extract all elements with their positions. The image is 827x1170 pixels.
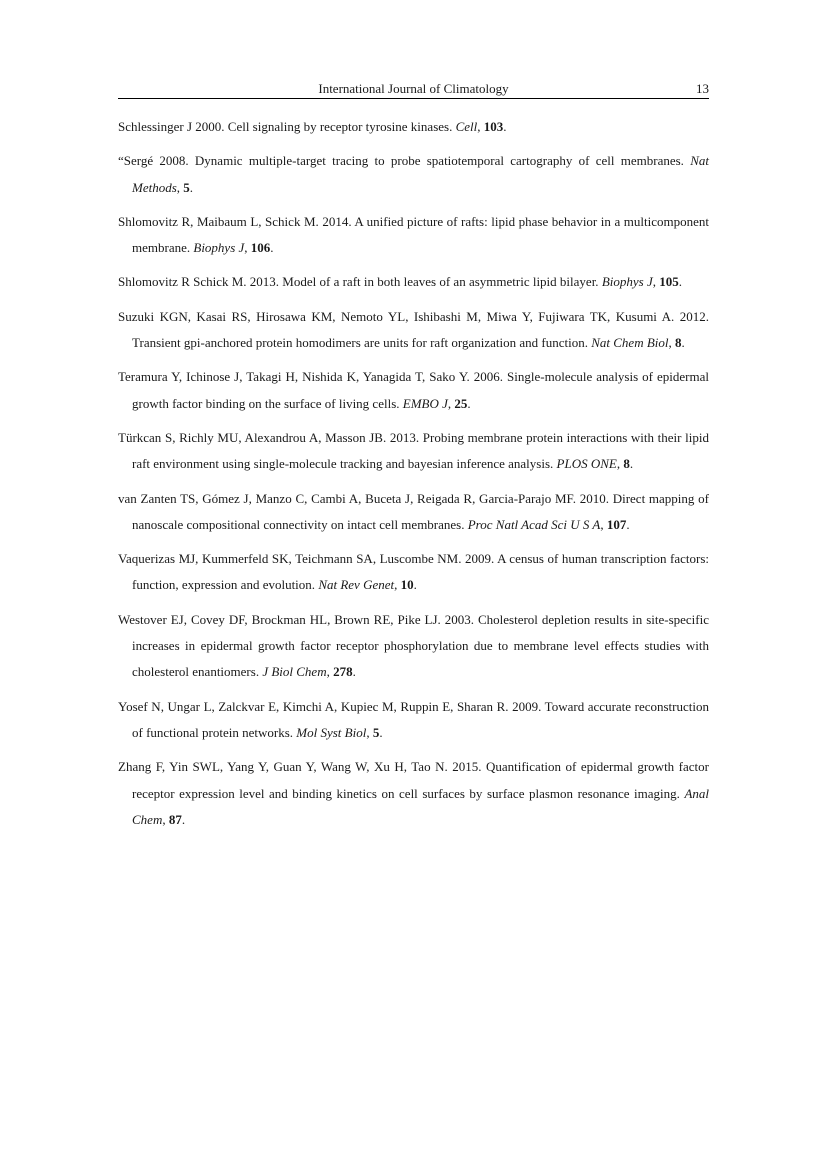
reference-volume: 107 [606, 516, 627, 532]
reference-volume: 8 [675, 335, 682, 351]
reference-item: “Sergé 2008. Dynamic multiple-target tracing to probe spatiotemporal cartography of cell membranes. Nat Methods, 5. [118, 153, 709, 195]
reference-journal: EMBO J [402, 395, 448, 411]
reference-volume: 103 [483, 119, 504, 134]
reference-text: Schlessinger J 2000. Cell signaling by receptor tyrosine kinases. [118, 119, 456, 134]
reference-volume: 10 [400, 577, 414, 593]
reference-volume: 5 [183, 179, 190, 195]
reference-item: Türkcan S, Richly MU, Alexandrou A, Masson JB. 2013. Probing membrane protein interactions with their lipid raft environment using single-molecule tracking and bayesian inference analysis. PLOS ONE, 8. [118, 429, 709, 472]
reference-volume: 8 [623, 456, 630, 472]
reference-text: Vaquerizas MJ, Kummerfeld SK, Teichmann SA, Luscombe NM. 2009. A census of human transcription factors: function, expression and evolution. [118, 551, 709, 593]
reference-item: van Zanten TS, Gómez J, Manzo C, Cambi A, Buceta J, Reigada R, Garcia-Parajo MF. 2010. Direct mapping of nanoscale compositional connectivity on intact cell membranes. Proc Natl Acad Sci U S A, 107. [118, 490, 709, 532]
reference-volume: 87 [168, 811, 182, 827]
reference-item: Yosef N, Ungar L, Zalckvar E, Kimchi A, Kupiec M, Ruppin E, Sharan R. 2009. Toward accurate reconstruction of functional protein networks. Mol Syst Biol, 5. [118, 698, 709, 740]
reference-text: Yosef N, Ungar L, Zalckvar E, Kimchi A, Kupiec M, Ruppin E, Sharan R. 2009. Toward accurate reconstruction of functional protein networks. [118, 698, 709, 740]
reference-journal: Proc Natl Acad Sci U S A [467, 516, 601, 532]
reference-journal: Biophys J [193, 240, 245, 256]
reference-journal: Anal Chem [132, 785, 709, 827]
reference-item: Shlomovitz R Schick M. 2013. Model of a raft in both leaves of an asymmetric lipid bilayer. Biophys J, 105. [118, 274, 682, 290]
reference-text: Zhang F, Yin SWL, Yang Y, Guan Y, Wang W, Xu H, Tao N. 2015. Quantification of epidermal growth factor receptor expression level and binding kinetics on cell surfaces by surface plasmon resonance imaging. [118, 759, 709, 801]
reference-journal: Nat Methods [132, 153, 709, 195]
reference-item: Vaquerizas MJ, Kummerfeld SK, Teichmann SA, Luscombe NM. 2009. A census of human transcription factors: function, expression and evolution. Nat Rev Genet, 10. [118, 551, 709, 593]
reference-text: Westover EJ, Covey DF, Brockman HL, Brown RE, Pike LJ. 2003. Cholesterol depletion results in site-specific increases in epidermal growth factor receptor phosphorylation due to membrane level effects studies with cholesterol enantiomers. [118, 611, 709, 680]
reference-item: Zhang F, Yin SWL, Yang Y, Guan Y, Wang W, Xu H, Tao N. 2015. Quantification of epidermal growth factor receptor expression level and binding kinetics on cell surfaces by surface plasmon resonance imaging. Anal Chem, 87. [118, 759, 709, 827]
reference-text: Shlomovitz R, Maibaum L, Schick M. 2014. A unified picture of rafts: lipid phase behavior in a multicomponent membrane. [118, 213, 709, 256]
reference-text: Teramura Y, Ichinose J, Takagi H, Nishida K, Yanagida T, Sako Y. 2006. Single-molecule analysis of epidermal growth factor binding on the surface of living cells. [118, 369, 709, 411]
reference-journal: Nat Rev Genet [318, 577, 395, 593]
reference-journal: Cell [455, 119, 478, 134]
reference-item: Schlessinger J 2000. Cell signaling by receptor tyrosine kinases. Cell, 103. [118, 119, 507, 134]
journal-title: International Journal of Climatology [318, 81, 509, 96]
reference-text: “Sergé 2008. Dynamic multiple-target tracing to probe spatiotemporal cartography of cell membranes. [118, 153, 691, 169]
page-header [118, 80, 709, 99]
reference-text: Suzuki KGN, Kasai RS, Hirosawa KM, Nemoto YL, Ishibashi M, Miwa Y, Fujiwara TK, Kusumi A. 2012. Transient gpi-anchored protein homodimers are units for raft organization and function. [118, 308, 709, 351]
reference-journal: Nat Chem Biol [591, 335, 669, 351]
reference-volume: 25 [454, 395, 468, 411]
reference-journal: Biophys J [601, 274, 653, 290]
reference-volume: 105 [659, 274, 679, 290]
reference-text: Türkcan S, Richly MU, Alexandrou A, Masson JB. 2013. Probing membrane protein interactions with their lipid raft environment using single-molecule tracking and bayesian inference analysis. [118, 429, 709, 472]
reference-text: van Zanten TS, Gómez J, Manzo C, Cambi A, Buceta J, Reigada R, Garcia-Parajo MF. 2010. Direct mapping of nanoscale compositional connectivity on intact cell membranes. [118, 490, 709, 532]
reference-item: Suzuki KGN, Kasai RS, Hirosawa KM, Nemoto YL, Ishibashi M, Miwa Y, Fujiwara TK, Kusumi A. 2012. Transient gpi-anchored protein homodimers are units for raft organization and function. Nat Chem Biol, 8. [118, 308, 709, 351]
reference-item: Shlomovitz R, Maibaum L, Schick M. 2014. A unified picture of rafts: lipid phase behavior in a multicomponent membrane. Biophys J, 106. [118, 213, 709, 256]
reference-volume: 106 [250, 240, 271, 256]
reference-item: Teramura Y, Ichinose J, Takagi H, Nishida K, Yanagida T, Sako Y. 2006. Single-molecule analysis of epidermal growth factor binding on the surface of living cells. EMBO J, 25. [118, 369, 709, 411]
reference-journal: Mol Syst Biol [296, 724, 367, 740]
reference-volume: 5 [372, 724, 380, 740]
reference-journal: J Biol Chem [262, 664, 327, 680]
reference-item: Westover EJ, Covey DF, Brockman HL, Brown RE, Pike LJ. 2003. Cholesterol depletion results in site-specific increases in epidermal growth factor receptor phosphorylation due to membrane level effects studies with cholesterol enantiomers. J Biol Chem, 278. [118, 611, 709, 680]
page-number: 13 [696, 81, 709, 96]
reference-text: Shlomovitz R Schick M. 2013. Model of a raft in both leaves of an asymmetric lipid bilayer. [118, 274, 602, 290]
reference-volume: 278 [333, 664, 353, 680]
reference-journal: PLOS ONE [556, 456, 617, 472]
reference-list [118, 114, 709, 841]
